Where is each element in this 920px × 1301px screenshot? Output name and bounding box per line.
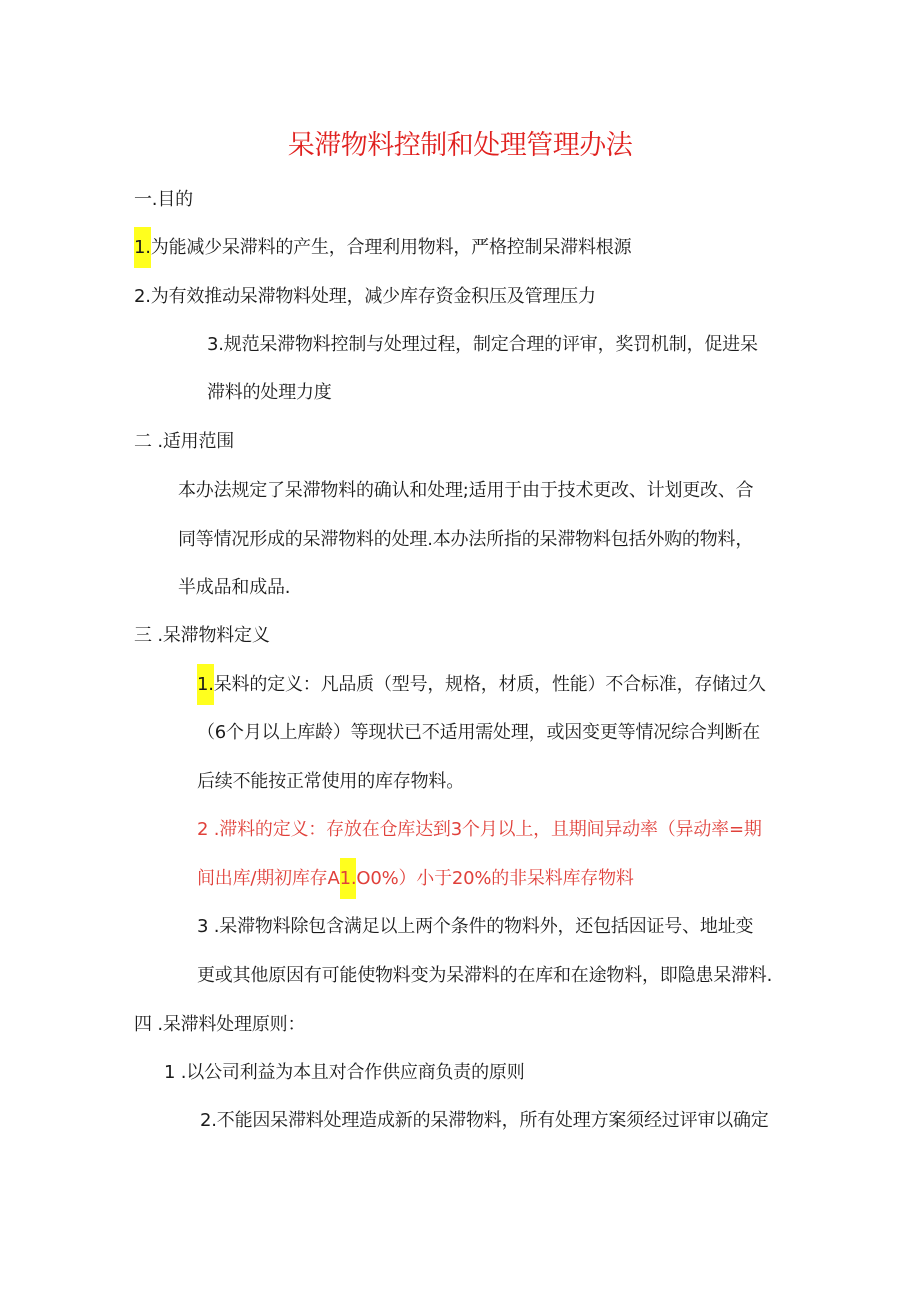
definition-1-line-1 [197, 673, 766, 697]
definition-1-line-2: （6个月以上库龄）等现状已不适用需处理，或因变更等情况综合判断在 [197, 722, 761, 743]
principle-1: 1 .以公司利益为本且对合作供应商负责的原则 [164, 1062, 525, 1083]
definition-1-line-1-text: 呆料的定义：凡品质（型号，规格，材质，性能）不合标准，存储过久 [213, 674, 766, 695]
purpose-item-1 [134, 236, 631, 260]
section-heading-scope: 二 .适用范围 [134, 431, 235, 452]
highlighted-number: 1. [134, 227, 151, 268]
scope-line-2: 同等情况形成的呆滞物料的处理.本办法所指的呆滞物料包括外购的物料， [178, 529, 754, 550]
purpose-item-1-text: 为能减少呆滞料的产生，合理利用物料，严格控制呆滞料根源 [150, 237, 632, 258]
section-heading-purpose: 一.目的 [134, 189, 193, 210]
definition-2-line-2-a: 间出库/期初库存A [197, 868, 340, 889]
definition-2-line-1: 2 .滞料的定义：存放在仓库达到3个月以上，且期间异动率（异动率=期 [197, 819, 762, 840]
definition-3-line-2: 更或其他原因有可能使物料变为呆滞料的在库和在途物料，即隐患呆滞料. [197, 965, 773, 986]
highlighted-number: 1. [197, 664, 214, 705]
purpose-item-3-line-1: 3.规范呆滞物料控制与处理过程，制定合理的评审，奖罚机制，促进呆 [207, 334, 758, 355]
definition-3-line-1: 3 .呆滞物料除包含满足以上两个条件的物料外，还包括因证号、地址变 [197, 916, 754, 937]
document-title: 呆滞物料控制和处理管理办法 [287, 130, 633, 161]
principle-2: 2.不能因呆滞料处理造成新的呆滞物料，所有处理方案须经过评审以确定 [200, 1110, 769, 1131]
definition-1-line-3: 后续不能按正常使用的库存物料。 [197, 771, 464, 792]
section-heading-principles: 四 .呆滞料处理原则： [134, 1014, 306, 1035]
section-heading-definition: 三 .呆滞物料定义 [134, 625, 270, 646]
definition-2-line-2-b: O0%）小于20%的非呆料库存物料 [356, 868, 634, 889]
highlighted-number: 1. [340, 858, 357, 899]
definition-2-line-2 [197, 867, 634, 891]
purpose-item-3-line-2: 滞料的处理力度 [207, 382, 332, 403]
purpose-item-2: 2.为有效推动呆滞物料处理，减少库存资金积压及管理压力 [134, 286, 596, 307]
scope-line-1: 本办法规定了呆滞物料的确认和处理;适用于由于技术更改、计划更改、合 [178, 480, 754, 501]
scope-line-3: 半成品和成品. [178, 577, 291, 598]
